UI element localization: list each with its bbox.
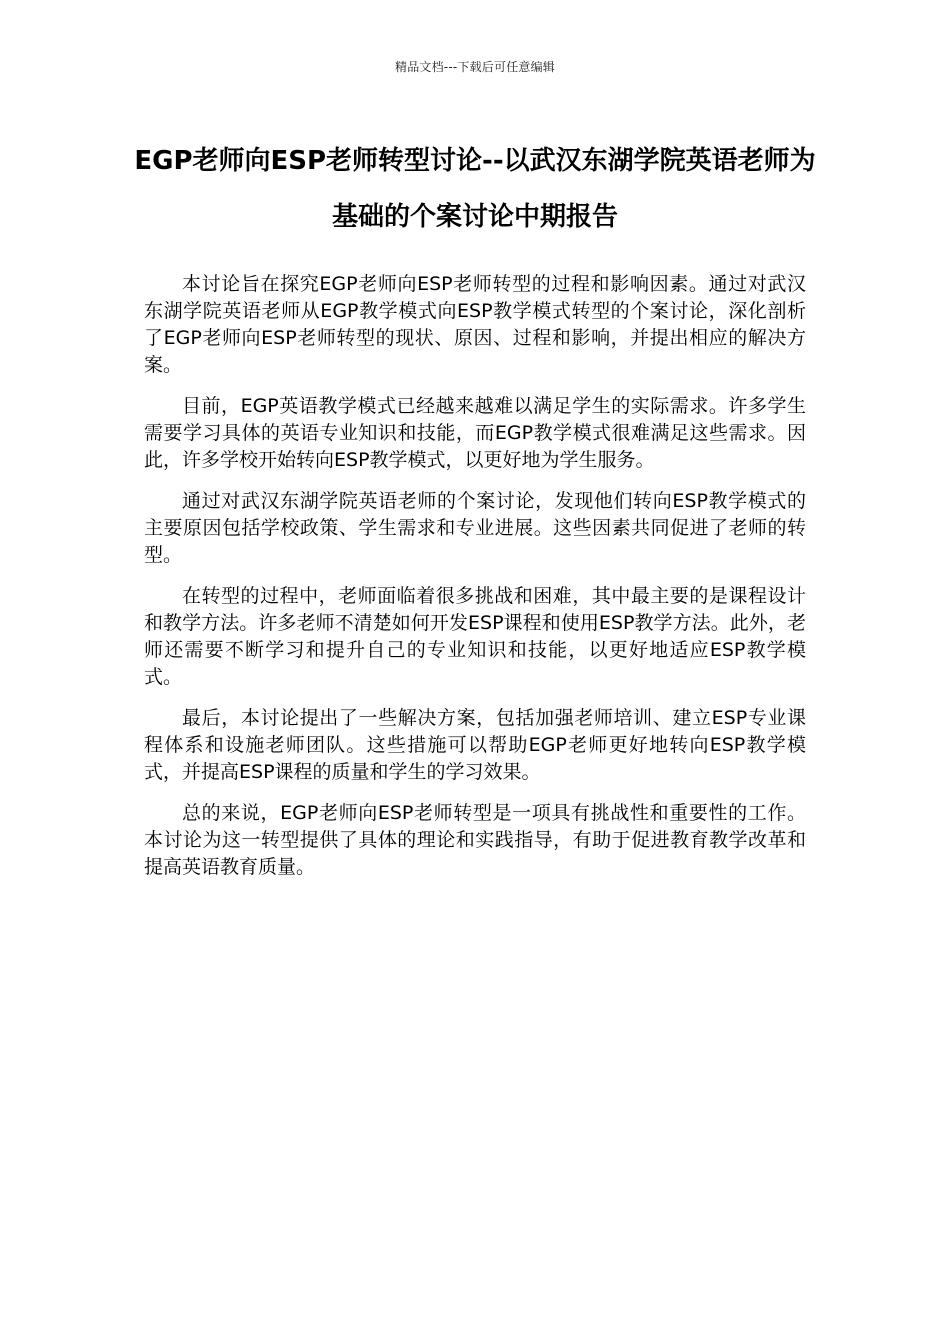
document-body xyxy=(144,271,806,895)
paragraph-solutions: 最后，本讨论提出了一些解决方案，包括加强老师培训、建立ESP专业课程体系和设施老师团队。这些措施可以帮助EGP老师更好地转向ESP教学模式，并提高ESP课程的质量和学生的学习效果。 xyxy=(144,707,806,783)
paragraph-intro: 本讨论旨在探究EGP老师向ESP老师转型的过程和影响因素。通过对武汉东湖学院英语老师从EGP教学模式向ESP教学模式转型的个案讨论，深化剖析了EGP老师向ESP老师转型的现状、原因、过程和影响，并提出相应的解决方案。 xyxy=(144,273,806,376)
document-title: EGP老师向ESP老师转型讨论--以武汉东湖学院英语老师为基础的个案讨论中期报告 xyxy=(134,146,816,232)
paragraph-challenges: 在转型的过程中，老师面临着很多挑战和困难，其中最主要的是课程设计和教学方法。许多老师不清楚如何开发ESP课程和使用ESP教学方法。此外，老师还需要不断学习和提升自己的专业知识和技能，以更好地适应ESP教学模式。 xyxy=(144,585,806,688)
paragraph-reasons: 通过对武汉东湖学院英语老师的个案讨论，发现他们转向ESP教学模式的主要原因包括学校政策、学生需求和专业进展。这些因素共同促进了老师的转型。 xyxy=(144,490,806,566)
paragraph-conclusion: 总的来说，EGP老师向ESP老师转型是一项具有挑战性和重要性的工作。本讨论为这一转型提供了具体的理论和实践指导，有助于促进教育教学改革和提高英语教育质量。 xyxy=(144,802,806,878)
paragraph-background: 目前，EGP英语教学模式已经越来越难以满足学生的实际需求。许多学生需要学习具体的英语专业知识和技能，而EGP教学模式很难满足这些需求。因此，许多学校开始转向ESP教学模式，以更好地为学生服务。 xyxy=(144,395,806,471)
header-note: 精品文档---下载后可任意编辑 xyxy=(395,60,555,74)
